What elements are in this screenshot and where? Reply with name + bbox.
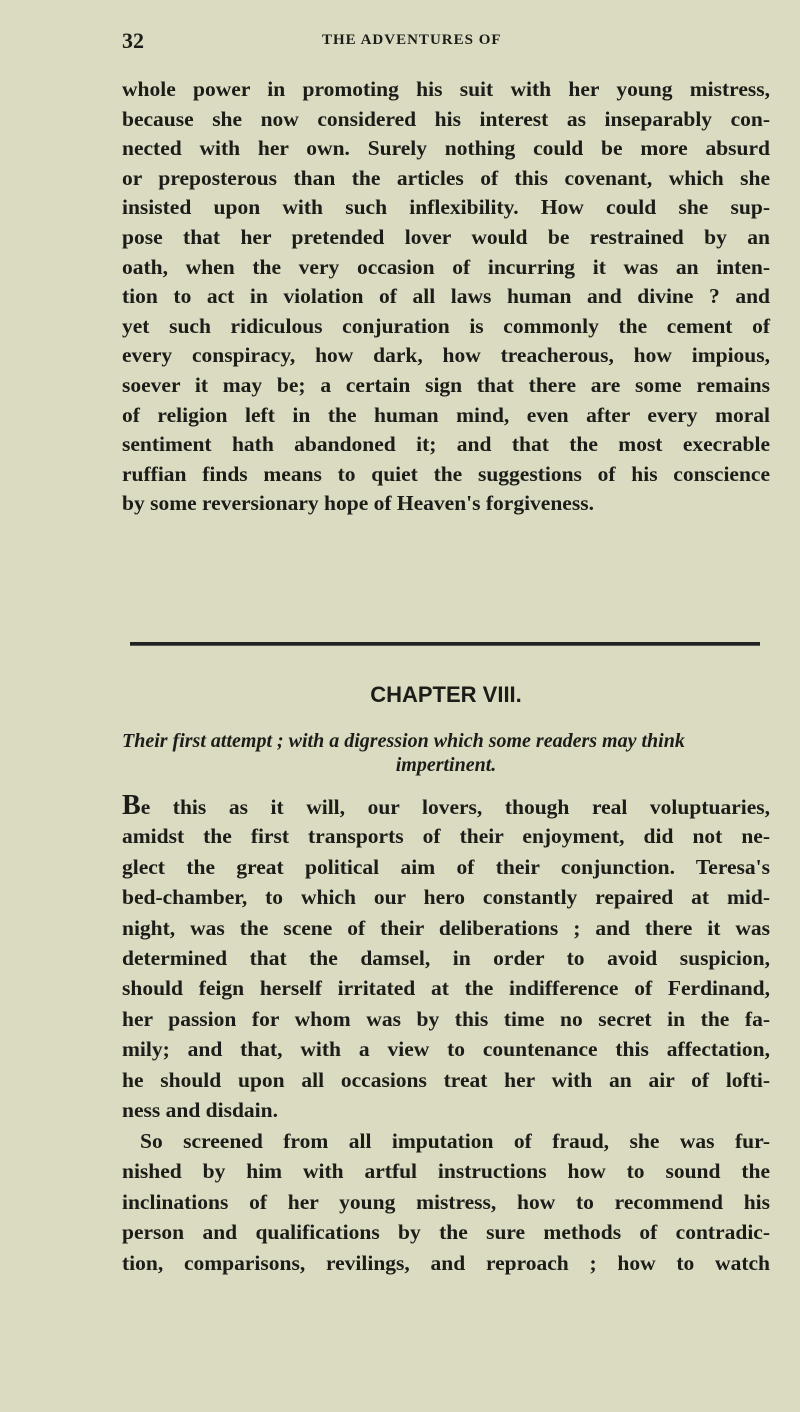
drop-cap: B bbox=[122, 790, 141, 821]
text-line: nished by him with artful instructions how to sound the bbox=[122, 1159, 770, 1184]
chapter-divider-rule bbox=[130, 642, 760, 646]
text-line: soever it may be; a certain sign that there are some remains bbox=[122, 373, 770, 397]
text-line: mily; and that, with a view to countenance this affectation, bbox=[122, 1037, 770, 1062]
chapter-title: CHAPTER VIII. bbox=[370, 682, 522, 707]
text-line: should feign herself irritated at the indifference of Ferdinand, bbox=[122, 976, 770, 1001]
page-number: 32 bbox=[122, 28, 144, 53]
text-line: ruffian finds means to quiet the suggestions of his conscience bbox=[122, 461, 770, 486]
text-line: pose that her pretended lover would be restrained by an bbox=[122, 225, 770, 249]
text-line: determined that the damsel, in order to avoid suspicion, bbox=[122, 946, 770, 970]
text-line: oath, when the very occasion of incurring it was an inten- bbox=[122, 254, 770, 279]
text-line: amidst the first transports of their enjoyment, did not ne- bbox=[122, 824, 770, 849]
text-line: yet such ridiculous conjuration is commonly the cement of bbox=[122, 313, 770, 338]
text-line: or preposterous than the articles of this covenant, which she bbox=[122, 165, 770, 190]
text-line: night, was the scene of their deliberations ; and there it was bbox=[122, 915, 770, 940]
text-line: inclinations of her young mistress, how to recommend his bbox=[122, 1189, 770, 1214]
text-line: insisted upon with such inflexibility. How could she sup- bbox=[122, 195, 770, 220]
line-text: e this as it will, our lovers, though real voluptuaries, bbox=[140, 795, 770, 819]
text-line: he should upon all occasions treat her with an air of lofti- bbox=[122, 1067, 770, 1092]
text-line: bed-chamber, to which our hero constantly repaired at mid- bbox=[122, 885, 770, 910]
text-line: person and qualifications by the sure methods of contradic- bbox=[122, 1220, 770, 1245]
text-line: So screened from all imputation of fraud, she was fur- bbox=[140, 1129, 770, 1153]
paragraph-2-line bbox=[122, 790, 770, 821]
text-line: glect the great political aim of their conjunction. Teresa's bbox=[122, 854, 770, 879]
text-line: tion to act in violation of all laws human and divine ? and bbox=[122, 284, 770, 309]
text-line: tion, comparisons, revilings, and reproach ; how to watch bbox=[122, 1250, 770, 1275]
text-line: nected with her own. Surely nothing could be more absurd bbox=[122, 136, 770, 161]
text-line: whole power in promoting his suit with her young mistress, bbox=[122, 77, 770, 101]
text-line: ness and disdain. bbox=[122, 1098, 278, 1122]
chapter-subtitle-line: Their first attempt ; with a digression which some readers may think bbox=[122, 730, 685, 752]
text-line: her passion for whom was by this time no secret in the fa- bbox=[122, 1006, 770, 1031]
text-line: every conspiracy, how dark, how treacherous, how impious, bbox=[122, 343, 770, 368]
running-title: THE ADVENTURES OF bbox=[322, 32, 502, 48]
text-line: because she now considered his interest as inseparably con- bbox=[122, 106, 770, 131]
chapter-subtitle-line: impertinent. bbox=[395, 754, 497, 776]
text-line: by some reversionary hope of Heaven's forgiveness. bbox=[122, 491, 594, 516]
text-line: of religion left in the human mind, even after every moral bbox=[122, 402, 770, 427]
text-line: sentiment hath abandoned it; and that the most execrable bbox=[122, 432, 770, 457]
page-header bbox=[122, 28, 770, 58]
